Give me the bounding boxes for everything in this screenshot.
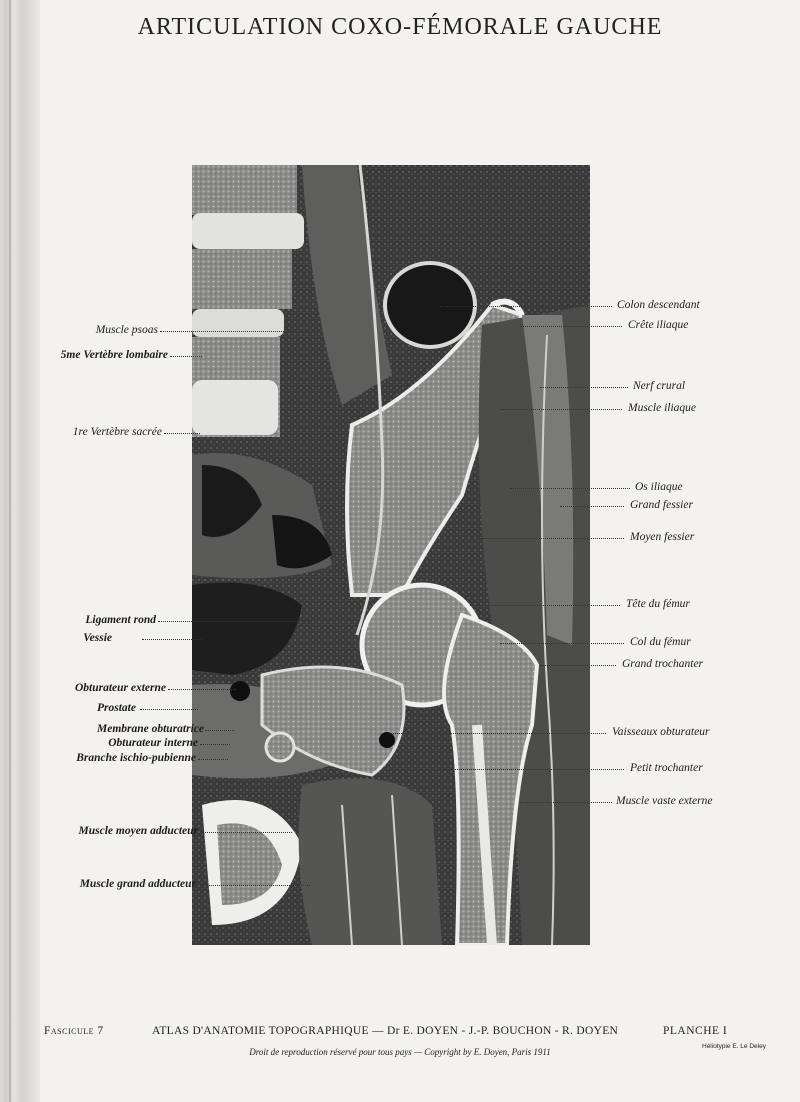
plate-title: ARTICULATION COXO-FÉMORALE GAUCHE (137, 14, 663, 40)
leader-line (510, 488, 630, 489)
leader-line (480, 538, 624, 539)
leader-line (520, 326, 622, 327)
label-5me-vertebre-lombaire: 5me Vertèbre lombaire (60, 349, 168, 361)
label-obturateur-externe: Obturateur externe (74, 682, 166, 694)
label-muscle-moyen-adducteur: Muscle moyen adducteur (78, 825, 198, 837)
label-crete-iliaque: Crête iliaque (628, 319, 689, 331)
label-col-du-femur: Col du fémur (630, 636, 691, 648)
anatomy-section-illustration (192, 165, 590, 945)
leader-line (170, 356, 202, 357)
label-vessie: Vessie (83, 632, 112, 644)
leader-line (205, 730, 235, 731)
label-petit-trochanter: Petit trochanter (630, 762, 703, 774)
leader-line (142, 639, 202, 640)
label-muscle-psoas: Muscle psoas (95, 324, 158, 336)
leader-line (140, 709, 198, 710)
leader-line (500, 643, 624, 644)
leader-line (440, 769, 624, 770)
leader-line (470, 605, 620, 606)
leader-line (198, 759, 228, 760)
leader-line (390, 733, 606, 734)
label-muscle-iliaque: Muscle iliaque (628, 402, 697, 414)
label-colon-descendant: Colon descendant (617, 299, 700, 311)
label-muscle-vaste-externe: Muscle vaste externe (616, 795, 713, 807)
leader-line (560, 506, 624, 507)
leader-line (540, 665, 616, 666)
label-grand-fessier: Grand fessier (630, 499, 693, 511)
label-1re-vertebre-sacree: 1re Vertèbre sacrée (72, 426, 162, 438)
leader-line (158, 621, 312, 622)
plate-number: PLANCHE I (663, 1025, 728, 1037)
label-vaisseaux-obturateur: Vaisseaux obturateur (612, 726, 710, 738)
anatomy-plate-image (192, 165, 590, 945)
leader-line (200, 744, 230, 745)
label-moyen-fessier: Moyen fessier (630, 531, 695, 543)
leader-line (202, 832, 292, 833)
leader-line (540, 387, 628, 388)
leader-line (500, 409, 622, 410)
label-grand-trochanter: Grand trochanter (622, 658, 704, 670)
label-ligament-rond: Ligament rond (85, 614, 156, 626)
label-nerf-crural: Nerf crural (633, 380, 686, 392)
copyright-notice: Droit de reproduction réservé pour tous pays — Copyright by E. Doyen, Paris 1911 (249, 1047, 551, 1057)
leader-line (168, 689, 236, 690)
leader-line (520, 802, 612, 803)
leader-line (440, 306, 612, 307)
atlas-authors: ATLAS D'ANATOMIE TOPOGRAPHIQUE — Dr E. DOYEN - J.-P. BOUCHON - R. DOYEN (152, 1025, 619, 1037)
printer-credit: Héliotypie E. Le Deley (702, 1043, 766, 1050)
leader-line (200, 885, 310, 886)
label-tete-du-femur: Tête du fémur (626, 598, 690, 610)
label-os-iliaque: Os iliaque (635, 481, 683, 493)
binding-margin (0, 0, 40, 1102)
label-prostate: Prostate (97, 702, 136, 714)
label-branche-ischio-pubienne: Branche ischio-pubienne (76, 752, 196, 764)
label-obturateur-interne: Obturateur interne (108, 737, 198, 749)
fascicule-number: Fascicule 7 (44, 1025, 104, 1037)
label-membrane-obturatrice: Membrane obturatrice (96, 723, 204, 735)
leader-line (164, 433, 200, 434)
label-muscle-grand-adducteur: Muscle grand adducteur (79, 878, 196, 890)
page-footer (0, 1025, 800, 1085)
leader-line (160, 331, 308, 332)
